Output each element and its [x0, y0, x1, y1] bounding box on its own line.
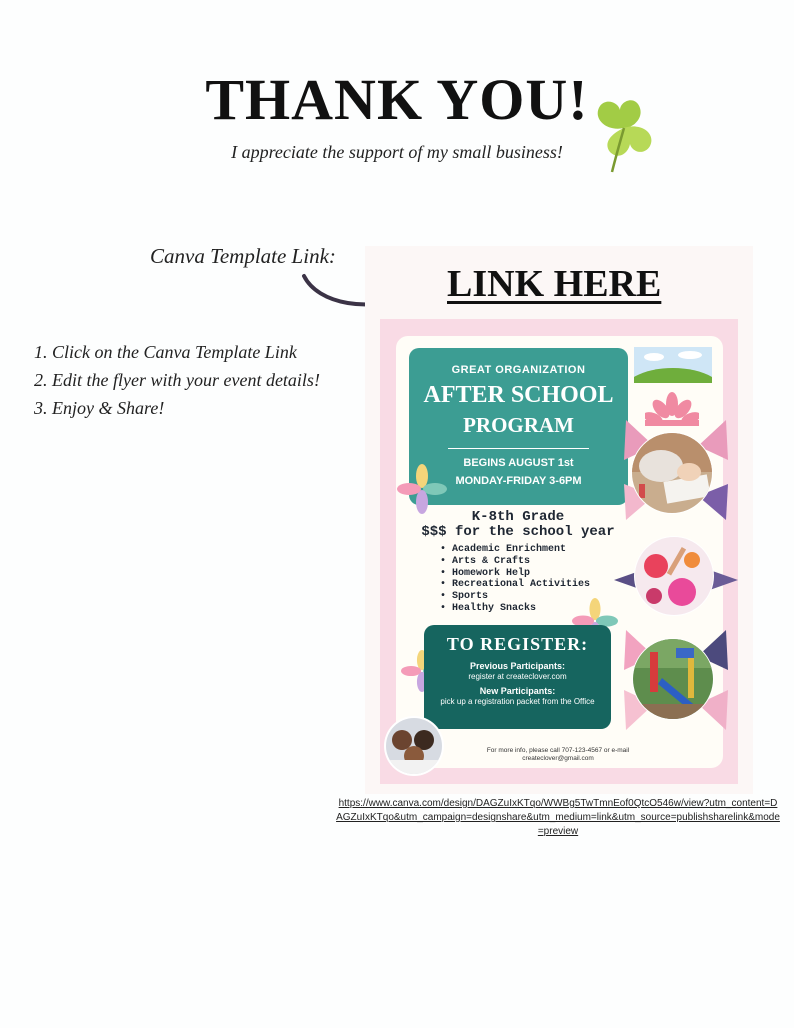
divider	[448, 448, 589, 449]
new-participants-heading: New Participants:	[479, 686, 556, 696]
instruction-step: 2. Edit the flyer with your event details!	[34, 370, 320, 390]
kids-photo	[384, 716, 444, 776]
grade-range: K-8th Grade	[471, 509, 565, 525]
contact-email-line: createclover@gmail.com	[522, 755, 594, 762]
begins-date: BEGINS AUGUST 1st	[463, 457, 574, 469]
instruction-step: 1. Click on the Canva Template Link	[34, 342, 297, 362]
clover-icon	[590, 92, 658, 174]
canva-template-label: Canva Template Link:	[150, 244, 336, 268]
thank-you-subtitle: I appreciate the support of my small business!	[231, 142, 563, 162]
organization-name: GREAT ORGANIZATION	[451, 364, 586, 376]
list-item: • Arts & Crafts	[440, 556, 590, 568]
previous-participants-text: register at createclover.com	[468, 672, 567, 681]
grade-info	[420, 510, 616, 540]
list-item: • Healthy Snacks	[440, 603, 590, 615]
schedule-days: MONDAY-FRIDAY 3-6PM	[455, 475, 582, 487]
instructions-list	[34, 338, 320, 422]
register-box	[424, 625, 611, 729]
instruction-step: 3. Enjoy & Share!	[34, 398, 165, 418]
thank-you-title: THANK YOU!	[205, 67, 589, 132]
previous-participants-heading: Previous Participants:	[469, 661, 566, 671]
list-item: • Sports	[440, 591, 590, 603]
program-title-line2: PROGRAM	[463, 413, 574, 437]
pinwheel-icon	[397, 464, 447, 514]
list-item: • Academic Enrichment	[440, 544, 590, 556]
program-title-line1: AFTER SCHOOL	[423, 382, 614, 408]
homework-photo	[631, 432, 713, 514]
link-here-button[interactable]: LINK HERE	[447, 263, 662, 305]
playground-photo	[632, 638, 714, 720]
painting-photo	[634, 536, 714, 616]
canva-template-url[interactable]: https://www.canva.com/design/DAGZuIxKTqo/WWBg5TwTmnEof0QtcO546w/view?utm_content=DAGZuIxKTqo&utm_campaign=designshare&utm_medium=link&utm_source=publishsharelink&mode=preview	[336, 798, 780, 837]
register-title: TO REGISTER:	[446, 634, 589, 654]
contact-phone-line: For more info, please call 707-123-4567 or e-mail	[486, 747, 630, 754]
new-participants-text: pick up a registration packet from the Office	[440, 697, 595, 706]
contact-info	[470, 747, 646, 763]
list-item: • Recreational Activities	[440, 579, 590, 591]
features-list	[440, 544, 590, 615]
price-info: $$$ for the school year	[421, 524, 615, 540]
list-item: • Homework Help	[440, 568, 590, 580]
landscape-image	[634, 347, 712, 383]
